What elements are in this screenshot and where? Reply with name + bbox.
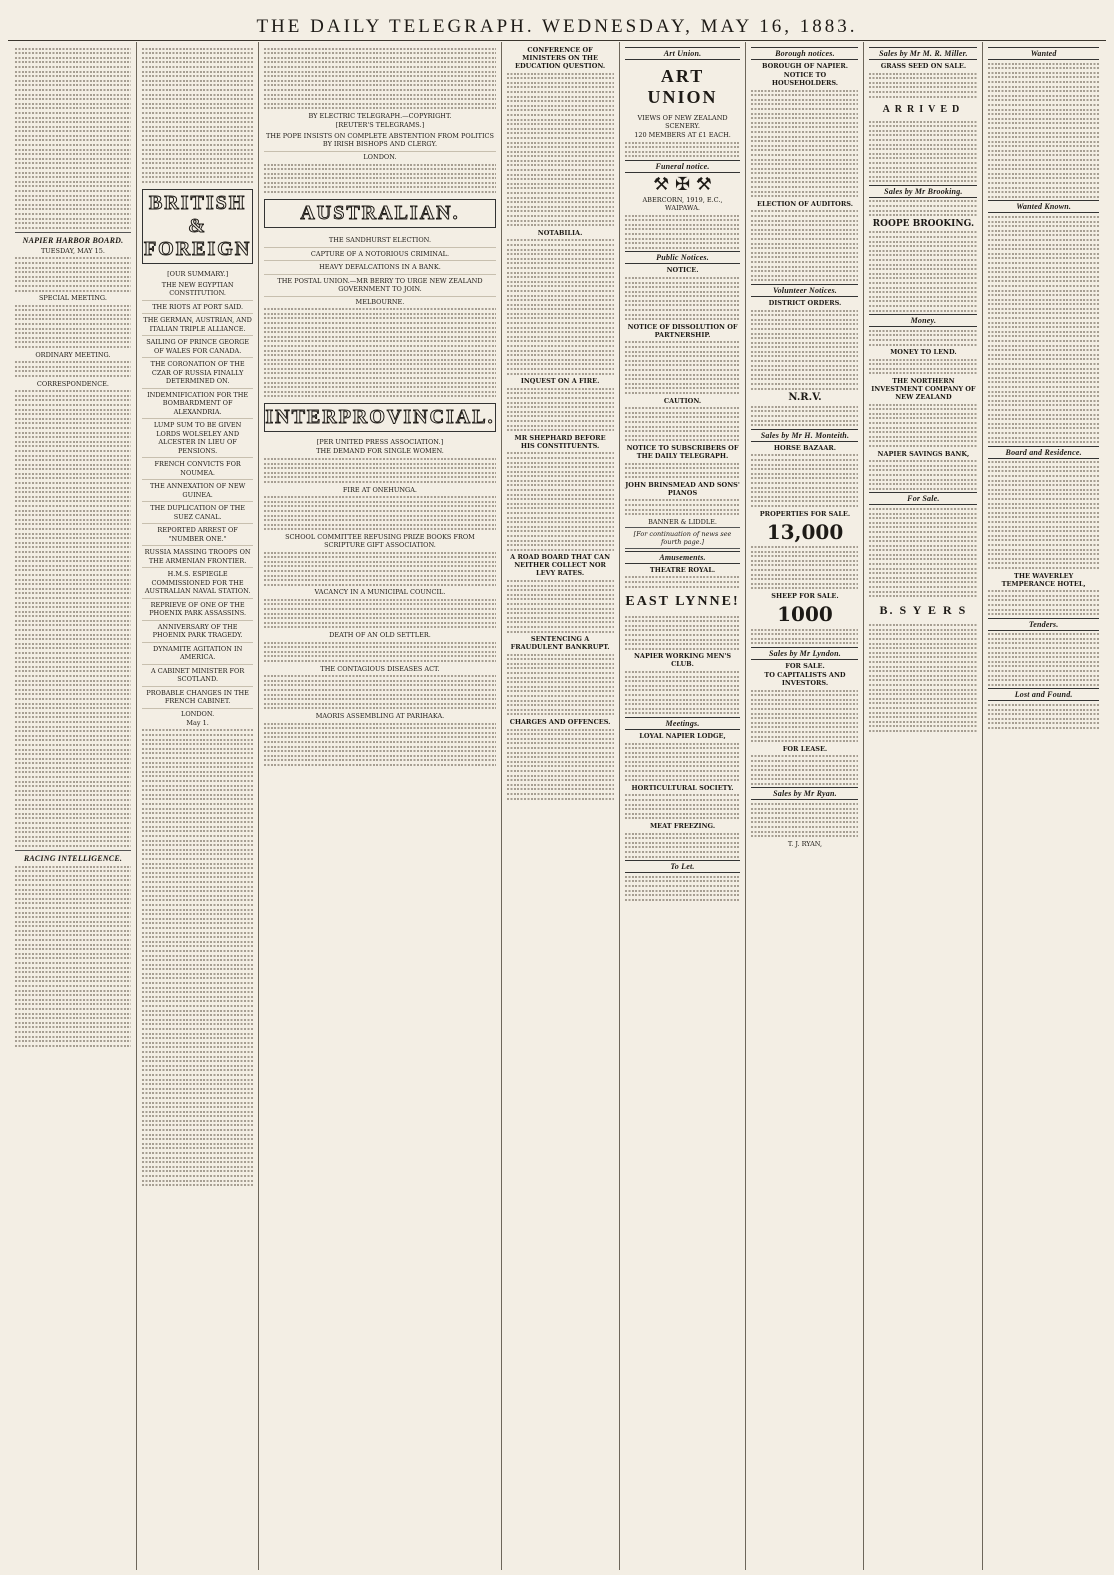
section-heading: Funeral notice. xyxy=(625,160,741,173)
article-text-lines xyxy=(507,729,614,800)
interprovincial-banner: INTERPROVINCIAL. xyxy=(264,403,495,432)
ad-text-lines xyxy=(751,454,858,507)
headline: REPRIEVE OF ONE OF THE PHOENIX PARK ASSASSINS. xyxy=(142,599,253,621)
notice-title: NOTICE OF DISSOLUTION OF PARTNERSHIP. xyxy=(627,322,738,339)
notice-title: FOR LEASE. xyxy=(782,744,828,753)
headline: THE POSTAL UNION.—MR BERRY TO URGE NEW ZEALAND GOVERNMENT TO JOIN. xyxy=(264,275,495,297)
article-heading: CONFERENCE OF MINISTERS ON THE EDUCATION QUESTION. xyxy=(515,46,606,70)
ad-text-lines xyxy=(988,633,1099,686)
headline: CAPTURE OF A NOTORIOUS CRIMINAL. xyxy=(264,248,495,262)
headline-list xyxy=(142,279,253,709)
masonic-emblem-icon: ⚒ ✠ ⚒ xyxy=(653,173,712,195)
ad-text-lines xyxy=(751,310,858,390)
auctioneer-name: ROOPE BROOKING. xyxy=(872,218,975,229)
article-heading: THE CONTAGIOUS DISEASES ACT. xyxy=(320,664,440,673)
headline: FRENCH CONVICTS FOR NOUMEA. xyxy=(142,458,253,480)
ad-text-lines xyxy=(869,330,977,346)
wethers-figure: 1000 xyxy=(777,602,833,627)
article-text-lines xyxy=(507,239,614,374)
article-text-lines xyxy=(264,723,495,766)
notice-title: GRASS SEED ON SALE. xyxy=(880,62,967,70)
ad-text-lines xyxy=(625,341,741,394)
article-text-lines xyxy=(264,48,495,110)
column-7 xyxy=(864,42,983,1570)
section-heading: For Sale. xyxy=(869,492,977,505)
continuation-note: [For continuation of news see fourth page.] xyxy=(625,527,741,549)
newspaper-columns xyxy=(10,42,1104,1572)
ad-text-lines xyxy=(869,121,977,183)
article-text-lines xyxy=(264,308,495,397)
lodge-name: ABERCORN, 1919, E.C., WAIPAWA. xyxy=(642,195,723,212)
article-text-lines xyxy=(142,729,253,1186)
article-text-lines xyxy=(142,48,253,183)
subheading: ORDINARY MEETING. xyxy=(35,350,111,359)
ad-text-lines xyxy=(869,200,977,216)
section-heading: Sales by Mr Brooking. xyxy=(869,185,977,198)
theatre-name: THEATRE ROYAL. xyxy=(649,565,716,574)
summary-tag: [OUR SUMMARY.] xyxy=(167,269,229,278)
section-heading: Money. xyxy=(869,314,977,327)
article-text-lines xyxy=(15,305,131,348)
notice-title: PROPERTIES FOR SALE. xyxy=(759,509,851,518)
art-union-title: ART UNION xyxy=(647,66,718,107)
headline: THE POPE INSISTS ON COMPLETE ABSTENTION FROM POLITICS BY IRISH BISHOPS AND CLERGY. xyxy=(264,130,495,152)
dateline: May 1. xyxy=(186,718,209,727)
notice-title: CAUTION. xyxy=(663,396,702,405)
interprovincial-articles xyxy=(264,447,495,765)
dateline-city: MELBOURNE. xyxy=(355,297,405,306)
headline: A CABINET MINISTER FOR SCOTLAND. xyxy=(142,665,253,687)
section-heading: To Let. xyxy=(625,860,741,873)
article-heading: SCHOOL COMMITTEE REFUSING PRIZE BOOKS FROM SCRIPTURE GIFT ASSOCIATION. xyxy=(285,532,475,549)
masthead-rule xyxy=(8,40,1106,41)
section-heading: Meetings. xyxy=(625,717,741,730)
subheading: SPECIAL MEETING. xyxy=(38,294,107,303)
ad-text-lines xyxy=(869,73,977,98)
section-heading: RACING INTELLIGENCE. xyxy=(23,853,123,863)
notice-title: DISTRICT ORDERS. xyxy=(768,298,842,307)
british-foreign-banner: BRITISH & FOREIGN xyxy=(142,189,253,264)
ad-text-lines xyxy=(625,463,741,479)
article-text-lines xyxy=(507,388,614,431)
article-text-lines xyxy=(264,642,495,662)
headline: THE SANDHURST ELECTION. xyxy=(264,234,495,248)
arrived-title: ARRIVED xyxy=(882,103,965,115)
headline: THE RIOTS AT PORT SAID. xyxy=(142,301,253,315)
notice-title: NAPIER SAVINGS BANK, xyxy=(877,449,970,458)
telegram-credit: BY ELECTRIC TELEGRAPH.—COPYRIGHT. xyxy=(308,111,452,120)
headline-list xyxy=(264,234,495,297)
subheading: CORRESPONDENCE. xyxy=(36,379,109,388)
notice-title: HORSE BAZAAR. xyxy=(773,443,837,452)
article-text-lines xyxy=(507,73,614,227)
ad-text-lines xyxy=(751,629,858,645)
ad-text-lines xyxy=(625,616,741,650)
advertiser-name: BANNER & LIDDLE. xyxy=(648,517,717,526)
article-text-lines xyxy=(264,675,495,709)
ad-text-lines xyxy=(869,460,977,490)
column-5 xyxy=(620,42,747,1570)
auctioneer-name: T. J. RYAN, xyxy=(787,839,823,848)
headline: PROBABLE CHANGES IN THE FRENCH CABINET. xyxy=(142,687,253,709)
notice-title: ELECTION OF AUDITORS. xyxy=(757,199,853,208)
ad-text-lines xyxy=(988,461,1099,569)
section-heading: Art Union. xyxy=(625,47,741,60)
headline: THE ANNEXATION OF NEW GUINEA. xyxy=(142,480,253,502)
section-heading: Board and Residence. xyxy=(988,446,1099,459)
headline: ANNIVERSARY OF THE PHOENIX PARK TRAGEDY. xyxy=(142,621,253,643)
ad-text-lines xyxy=(751,690,858,743)
notice-title: HORTICULTURAL SOCIETY. xyxy=(631,783,734,792)
article-text-lines xyxy=(507,452,614,550)
ad-text-lines xyxy=(751,546,858,589)
ad-text-lines xyxy=(869,359,977,375)
art-union-subtitle: VIEWS OF NEW ZEALAND SCENERY. xyxy=(637,114,728,130)
ad-text-lines xyxy=(625,743,741,782)
australian-banner: AUSTRALIAN. xyxy=(264,199,495,228)
column-1 xyxy=(10,42,137,1570)
headline-list xyxy=(264,130,495,152)
notice-title: MONEY TO LEND. xyxy=(890,348,957,357)
notice-title: SHEEP FOR SALE. xyxy=(771,592,839,601)
article-heading: VACANCY IN A MUNICIPAL COUNCIL. xyxy=(314,588,446,597)
dateline: TUESDAY, MAY 15. xyxy=(40,246,105,255)
column-6 xyxy=(746,42,864,1570)
articles xyxy=(507,46,614,800)
headline: INDEMNIFICATION FOR THE BOMBARDMENT OF ALEXANDRIA. xyxy=(142,389,253,420)
ad-text-lines xyxy=(751,755,858,785)
column-3 xyxy=(259,42,501,1570)
article-text-lines xyxy=(264,164,495,194)
byers-title: B. S Y E R S xyxy=(879,603,968,618)
ad-text-lines xyxy=(625,499,741,515)
notice-title: NOTICE TO SUBSCRIBERS OF THE DAILY TELEGRAPH. xyxy=(626,443,739,460)
ad-text-lines xyxy=(625,671,741,714)
article-heading: FIRE AT ONEHUNGA. xyxy=(342,485,417,494)
article-text-lines xyxy=(507,580,614,633)
notice-title: NOTICE TO HOUSEHOLDERS. xyxy=(771,71,839,87)
ad-text-lines xyxy=(988,63,1099,198)
section-heading: Wanted xyxy=(988,47,1099,60)
ad-text-lines xyxy=(869,404,977,447)
notice-title: THE NORTHERN INVESTMENT COMPANY OF NEW ZEALAND xyxy=(871,377,976,402)
headline: THE NEW EGYPTIAN CONSTITUTION. xyxy=(142,279,253,301)
article-text-lines xyxy=(15,361,131,377)
notice-title: N.R.V. xyxy=(788,392,822,404)
section-heading: Sales by Mr Lyndon. xyxy=(751,647,858,660)
section-heading: Volunteer Notices. xyxy=(751,284,858,297)
headline: DYNAMITE AGITATION IN AMERICA. xyxy=(142,643,253,665)
section-heading: Lost and Found. xyxy=(988,688,1099,701)
headline: LUMP SUM TO BE GIVEN LORDS WOLSELEY AND ALCESTER IN LIEU OF PENSIONS. xyxy=(142,419,253,458)
column-8 xyxy=(983,42,1104,1570)
ad-text-lines xyxy=(988,590,1099,615)
ad-text-lines xyxy=(625,794,741,819)
notice-title: BOROUGH OF NAPIER. xyxy=(761,62,848,70)
ad-text-lines xyxy=(625,876,741,901)
article-text-lines xyxy=(15,866,131,1047)
notice-title: NAPIER WORKING MEN'S CLUB. xyxy=(633,652,732,669)
ad-text-lines xyxy=(625,833,741,858)
article-heading: SENTENCING A FRAUDULENT BANKRUPT. xyxy=(510,635,610,652)
article-text-lines xyxy=(264,496,495,530)
ad-text-lines xyxy=(625,407,741,441)
press-tag: [PER UNITED PRESS ASSOCIATION.] xyxy=(316,438,444,447)
ad-text-lines xyxy=(625,277,741,320)
section-heading: Borough notices. xyxy=(751,47,858,60)
headline: THE GERMAN, AUSTRIAN, AND ITALIAN TRIPLE ALLIANCE. xyxy=(142,314,253,336)
masthead xyxy=(0,0,1114,42)
article-heading: NOTABILIA. xyxy=(537,228,583,237)
article-heading: CHARGES AND OFFENCES. xyxy=(509,718,611,726)
notice-title: MEAT FREEZING. xyxy=(649,822,716,830)
article-heading: THE DEMAND FOR SINGLE WOMEN. xyxy=(316,447,444,456)
article-heading: INQUEST ON A FIRE. xyxy=(520,377,600,386)
ad-text-lines xyxy=(625,576,741,587)
headline: HEAVY DEFALCATIONS IN A BANK. xyxy=(264,261,495,275)
acres-figure: 13,000 xyxy=(766,519,844,544)
notice-title: THE WAVERLEY TEMPERANCE HOTEL, xyxy=(1001,571,1086,588)
headline: RUSSIA MASSING TROOPS ON THE ARMENIAN FRONTIER. xyxy=(142,546,253,568)
article-heading: MAORIS ASSEMBLING AT PARIHAKA. xyxy=(315,711,445,720)
notice-title: TO CAPITALISTS AND INVESTORS. xyxy=(764,671,846,687)
section-heading: Sales by Mr M. R. Miller. xyxy=(869,47,977,60)
article-text-lines xyxy=(264,552,495,586)
article-text-lines xyxy=(15,48,131,229)
dateline-city: LONDON. xyxy=(363,152,397,161)
headline: H.M.S. ESPIEGLE COMMISSIONED FOR THE AUSTRALIAN NAVAL STATION. xyxy=(142,568,253,599)
headline: REPORTED ARREST OF "NUMBER ONE." xyxy=(142,524,253,546)
section-heading: Tenders. xyxy=(988,618,1099,631)
ad-text-lines xyxy=(625,142,741,158)
section-heading: Public Notices. xyxy=(625,251,741,264)
section-heading: Sales by Mr Ryan. xyxy=(751,787,858,800)
article-heading: A ROAD BOARD THAT CAN NEITHER COLLECT NOR LEVY RATES. xyxy=(510,553,611,578)
notice-title: JOHN BRINSMEAD AND SONS' PIANOS xyxy=(625,480,740,497)
ad-text-lines xyxy=(869,231,977,311)
notice-title: NOTICE. xyxy=(666,266,699,275)
section-heading: Wanted Known. xyxy=(988,200,1099,213)
newspaper-title: THE DAILY TELEGRAPH. WEDNESDAY, MAY 16, 1883. xyxy=(256,16,858,37)
headline: THE CORONATION OF THE CZAR OF RUSSIA FINALLY DETERMINED ON. xyxy=(142,358,253,389)
notice-title: FOR SALE. xyxy=(785,662,825,670)
ad-text-lines xyxy=(625,215,741,249)
ad-text-lines xyxy=(988,216,1099,443)
ad-text-lines xyxy=(751,210,858,281)
ad-text-lines xyxy=(751,90,858,198)
play-title: EAST LYNNE! xyxy=(625,593,740,609)
notice-title: LOYAL NAPIER LODGE, xyxy=(639,731,726,740)
section-heading: Sales by Mr H. Monteith. xyxy=(751,429,858,442)
dateline-city: LONDON. xyxy=(181,709,215,718)
ad-text-lines xyxy=(869,508,977,597)
section-heading: NAPIER HARBOR BOARD. xyxy=(22,235,124,245)
article-text-lines xyxy=(264,458,495,483)
ad-text-lines xyxy=(869,624,977,732)
divider xyxy=(15,850,131,851)
reuters-tag: [REUTER'S TELEGRAMS.] xyxy=(335,120,425,129)
ad-text-lines xyxy=(751,803,858,837)
article-text-lines xyxy=(507,654,614,716)
column-4 xyxy=(502,42,620,1570)
section-heading: Amusements. xyxy=(625,551,741,564)
column-2 xyxy=(137,42,259,1570)
divider xyxy=(15,232,131,233)
article-text-lines xyxy=(264,599,495,629)
article-text-lines xyxy=(15,257,131,291)
art-union-members: 120 MEMBERS AT £1 EACH. xyxy=(634,131,731,139)
headline: THE DUPLICATION OF THE SUEZ CANAL. xyxy=(142,502,253,524)
article-text-lines xyxy=(15,390,131,847)
headline: SAILING OF PRINCE GEORGE OF WALES FOR CANADA. xyxy=(142,336,253,358)
article-heading: DEATH OF AN OLD SETTLER. xyxy=(329,631,431,640)
article-heading: MR SHEPHARD BEFORE HIS CONSTITUENTS. xyxy=(514,433,606,450)
ad-text-lines xyxy=(988,704,1099,729)
ad-text-lines xyxy=(751,406,858,426)
